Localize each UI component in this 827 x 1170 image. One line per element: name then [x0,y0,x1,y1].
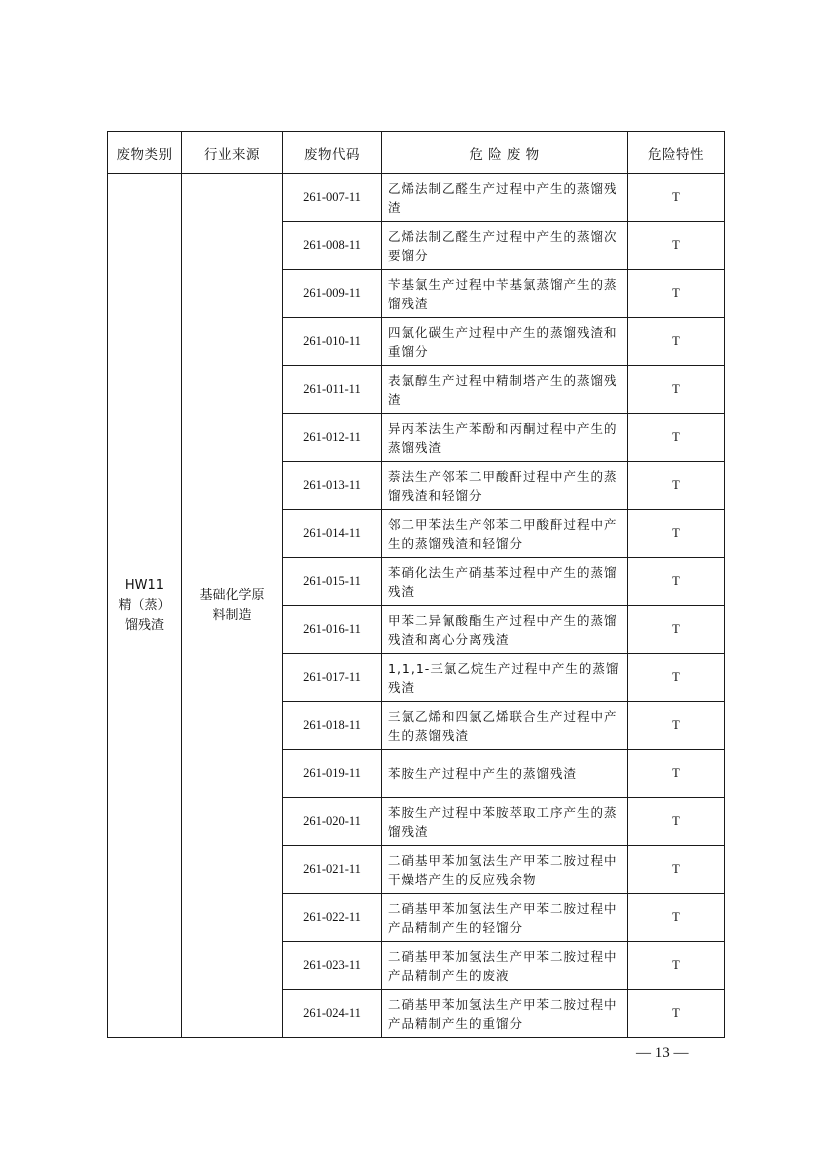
waste-code-cell: 261-010-11 [283,318,382,366]
waste-category-line: 馏残渣 [124,617,164,633]
industry-source-cell [182,174,283,1038]
hazardous-waste-cell: 乙烯法制乙醛生产过程中产生的蒸馏次要馏分 [382,222,628,270]
table-row [108,174,725,222]
hazard-characteristic-cell: T [628,990,725,1038]
hazardous-waste-cell: 二硝基甲苯加氢法生产甲苯二胺过程中产品精制产生的轻馏分 [382,894,628,942]
header-characteristic: 危险特性 [628,132,725,174]
industry-source-line: 料制造 [212,607,252,623]
hazardous-waste-cell: 异丙苯法生产苯酚和丙酮过程中产生的蒸馏残渣 [382,414,628,462]
hazardous-waste-cell: 甲苯二异氰酸酯生产过程中产生的蒸馏残渣和离心分离残渣 [382,606,628,654]
hazardous-waste-cell: 二硝基甲苯加氢法生产甲苯二胺过程中干燥塔产生的反应残余物 [382,846,628,894]
hazardous-waste-cell: 乙烯法制乙醛生产过程中产生的蒸馏残渣 [382,174,628,222]
waste-code-cell: 261-008-11 [283,222,382,270]
waste-code-cell: 261-016-11 [283,606,382,654]
waste-code-cell: 261-019-11 [283,750,382,798]
waste-code-cell: 261-018-11 [283,702,382,750]
hazardous-waste-cell: 三氯乙烯和四氯乙烯联合生产过程中产生的蒸馏残渣 [382,702,628,750]
hazardous-waste-table [107,131,725,1038]
waste-code-cell: 261-012-11 [283,414,382,462]
hazard-characteristic-cell: T [628,222,725,270]
hazard-characteristic-cell: T [628,894,725,942]
waste-code-cell: 261-017-11 [283,654,382,702]
table-header-row [108,132,725,174]
hazard-characteristic-cell: T [628,510,725,558]
hazard-characteristic-cell: T [628,318,725,366]
waste-code-cell: 261-013-11 [283,462,382,510]
hazard-characteristic-cell: T [628,414,725,462]
waste-code-cell: 261-023-11 [283,942,382,990]
waste-code-cell: 261-009-11 [283,270,382,318]
hazardous-waste-cell: 苯胺生产过程中产生的蒸馏残渣 [382,750,628,798]
hazard-characteristic-cell: T [628,846,725,894]
hazardous-waste-cell: 萘法生产邻苯二甲酸酐过程中产生的蒸馏残渣和轻馏分 [382,462,628,510]
waste-code-cell: 261-024-11 [283,990,382,1038]
hazard-characteristic-cell: T [628,174,725,222]
waste-category-line: HW11 [124,577,165,593]
waste-code-cell: 261-007-11 [283,174,382,222]
table-body [108,174,725,1038]
waste-category-cell [108,174,182,1038]
header-waste: 危 险 废 物 [382,132,628,174]
waste-category-line: 精（蒸） [118,597,171,613]
waste-code-cell: 261-021-11 [283,846,382,894]
hazard-characteristic-cell: T [628,606,725,654]
industry-source-line: 基础化学原 [199,587,265,603]
waste-code-cell: 261-015-11 [283,558,382,606]
hazardous-waste-cell: 苄基氯生产过程中苄基氯蒸馏产生的蒸馏残渣 [382,270,628,318]
hazard-characteristic-cell: T [628,702,725,750]
hazard-characteristic-cell: T [628,558,725,606]
waste-code-cell: 261-020-11 [283,798,382,846]
hazard-characteristic-cell: T [628,654,725,702]
hazardous-waste-cell: 1,1,1-三氯乙烷生产过程中产生的蒸馏残渣 [382,654,628,702]
page-number: — 13 — [636,1045,689,1061]
hazardous-waste-cell: 四氯化碳生产过程中产生的蒸馏残渣和重馏分 [382,318,628,366]
header-category: 废物类别 [108,132,182,174]
hazardous-waste-cell: 二硝基甲苯加氢法生产甲苯二胺过程中产品精制产生的重馏分 [382,990,628,1038]
hazard-characteristic-cell: T [628,942,725,990]
hazard-characteristic-cell: T [628,270,725,318]
hazard-characteristic-cell: T [628,366,725,414]
header-source: 行业来源 [182,132,283,174]
hazardous-waste-cell: 表氯醇生产过程中精制塔产生的蒸馏残渣 [382,366,628,414]
hazardous-waste-cell: 邻二甲苯法生产邻苯二甲酸酐过程中产生的蒸馏残渣和轻馏分 [382,510,628,558]
hazardous-waste-cell: 苯胺生产过程中苯胺萃取工序产生的蒸馏残渣 [382,798,628,846]
waste-code-cell: 261-022-11 [283,894,382,942]
hazard-characteristic-cell: T [628,750,725,798]
hazardous-waste-cell: 二硝基甲苯加氢法生产甲苯二胺过程中产品精制产生的废液 [382,942,628,990]
waste-code-cell: 261-011-11 [283,366,382,414]
waste-code-cell: 261-014-11 [283,510,382,558]
header-code: 废物代码 [283,132,382,174]
hazard-characteristic-cell: T [628,462,725,510]
hazard-characteristic-cell: T [628,798,725,846]
hazardous-waste-cell: 苯硝化法生产硝基苯过程中产生的蒸馏残渣 [382,558,628,606]
